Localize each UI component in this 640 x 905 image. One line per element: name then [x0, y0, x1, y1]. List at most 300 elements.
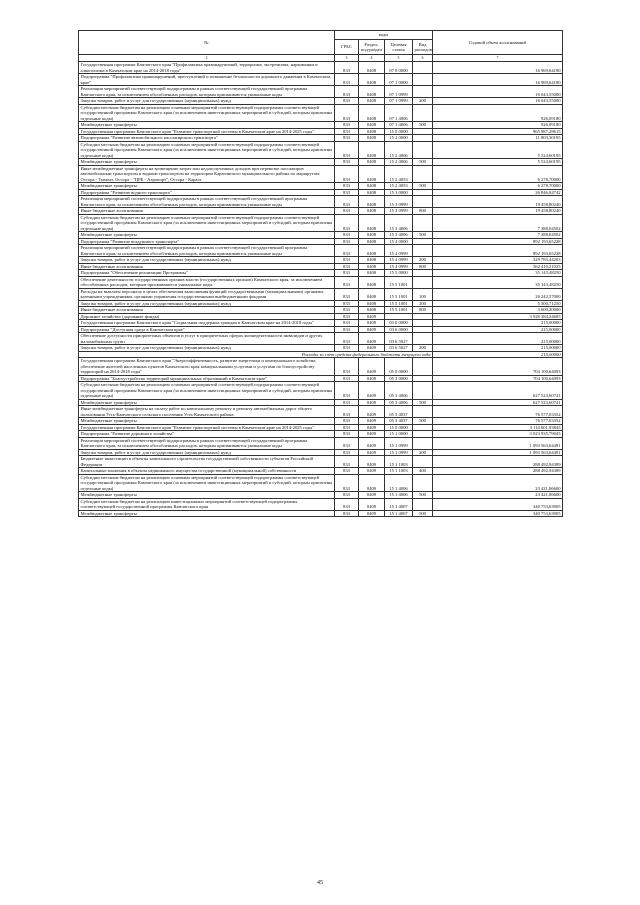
- row-razdel-code: 0408: [359, 165, 385, 183]
- row-expense-type: [413, 456, 433, 468]
- budget-table-page: [78, 30, 562, 517]
- row-target-article: 15 1 1003: [385, 468, 413, 475]
- row-name: Подпрограмма "Профилактика правонарушений, преступлений и повышение безопасности дорожного движения в Камчатском крае": [79, 74, 335, 86]
- row-grbs-code: 833: [335, 245, 359, 257]
- row-razdel-code: 0408: [359, 300, 385, 307]
- row-target-article: 15 5 1001: [385, 288, 413, 300]
- row-amount: 215,00000: [433, 333, 563, 345]
- row-target-article: 15 0 0000: [385, 128, 413, 135]
- row-name: Межбюджетные трансферты: [79, 418, 335, 425]
- row-grbs-code: 833: [335, 474, 359, 492]
- row-name: Закупка товаров, работ и услуг для государственных (муниципальных) нужд: [79, 98, 335, 105]
- header-grbs: ГРБС: [335, 40, 359, 55]
- row-target-article: 15 5 0000: [385, 270, 413, 277]
- row-grbs-code: 833: [335, 208, 359, 215]
- row-razdel-code: 0409: [359, 375, 385, 382]
- row-amount: 11 803,30195: [433, 135, 563, 142]
- row-name: Реализация мероприятий соответствующей подпрограммы в рамках соответствующей государственной программы Камчатского края, за исключением обособленных расходов, которым присваиваются уникальные коды: [79, 437, 335, 449]
- row-grbs-code: 833: [335, 135, 359, 142]
- row-amount: 340 753,63905: [433, 498, 563, 510]
- row-expense-type: 500: [413, 492, 433, 499]
- row-name: Иные межбюджетные трансферты на оплату работ по капитальному ремонту и ремонту автомобильных дорог общего пользования Усть-Камчатского сельского поселения Усть-Камчатского района: [79, 406, 335, 418]
- row-razdel-code: 0408: [359, 307, 385, 314]
- row-amount: 329 783,44203: [433, 257, 563, 264]
- page-number: 45: [317, 880, 323, 886]
- row-razdel-code: 0409: [359, 449, 385, 456]
- table-row: [79, 333, 563, 345]
- row-grbs-code: 833: [335, 492, 359, 499]
- row-target-article: 15 1 4007: [385, 510, 413, 517]
- row-razdel-code: 0409: [359, 418, 385, 425]
- row-razdel-code: 0409: [359, 313, 385, 320]
- row-name: Иные бюджетные ассигнования: [79, 263, 335, 270]
- row-razdel-code: 0408: [359, 257, 385, 264]
- row-grbs-code: 833: [335, 196, 359, 208]
- row-target-article: 15 3 4006: [385, 214, 413, 232]
- row-name: Субсидии местным бюджетам на реализацию основных мероприятий соответствующей подпрограммы соответствующей государственной программы Камчатского края (за исключением инвестиционных мероприятий и субсидий, которым присвоены отдельные коды): [79, 214, 335, 232]
- row-grbs-code: 833: [335, 320, 359, 327]
- row-razdel-code: 0408: [359, 122, 385, 129]
- row-grbs-code: 833: [335, 214, 359, 232]
- budget-table-body: [79, 62, 563, 517]
- row-name: Закупка товаров, работ и услуг для государственных (муниципальных) нужд: [79, 300, 335, 307]
- row-expense-type: [413, 86, 433, 98]
- row-target-article: 07 1 4006: [385, 122, 413, 129]
- row-name: Подпрограмма "Развитие водного транспорта": [79, 189, 335, 196]
- row-expense-type: 500: [413, 232, 433, 239]
- column-number: 5: [385, 55, 413, 62]
- row-target-article: 15 3 4006: [385, 232, 413, 239]
- row-expense-type: 400: [413, 468, 433, 475]
- row-grbs-code: 833: [335, 375, 359, 382]
- row-name: Реализация мероприятий соответствующей подпрограммы в рамках соответствующей государственной программы Камчатского края, за исключением обособленных расходов, которым присваиваются уникальные коды: [79, 86, 335, 98]
- row-amount: 16 969,64180: [433, 74, 563, 86]
- row-expense-type: 200: [413, 300, 433, 307]
- row-amount: 19 458,80240: [433, 196, 563, 208]
- row-amount: 5 524,60195: [433, 141, 563, 159]
- row-grbs-code: 833: [335, 270, 359, 277]
- row-name: Реализация мероприятий соответствующей подпрограммы в рамках соответствующей государственной программы Камчатского края, за исключением обособленных расходов, которым присваиваются уникальные коды: [79, 196, 335, 208]
- row-name: Государственная программа Камчатского края "Социальная поддержка граждан в Камчатском крае на 2014-2018 годы": [79, 320, 335, 327]
- row-grbs-code: 833: [335, 276, 359, 288]
- row-amount: 892 193,65228: [433, 245, 563, 257]
- row-grbs-code: 833: [335, 165, 359, 183]
- table-row: [79, 358, 563, 376]
- header-annual-amount: Годовой объем ассигнований: [433, 31, 563, 55]
- row-target-article: 15 1 0000: [385, 431, 413, 438]
- header-codes: коды: [335, 31, 433, 40]
- row-amount: 926,09180: [433, 122, 563, 129]
- row-target-article: 15 2 4006: [385, 141, 413, 159]
- row-razdel-code: 0408: [359, 245, 385, 257]
- row-target-article: 15 2 4053: [385, 165, 413, 183]
- row-expense-type: 800: [413, 263, 433, 270]
- row-grbs-code: 833: [335, 418, 359, 425]
- row-target-article: 15 3 0999: [385, 208, 413, 215]
- row-name: Закупка товаров, работ и услуг для государственных (муниципальных) нужд: [79, 449, 335, 456]
- row-name: Бюджетные инвестиции в объекты капитального строительства государственной собственности субъектов Российской Федерации: [79, 456, 335, 468]
- row-amount: 6 278,70000: [433, 183, 563, 190]
- row-amount: 23 421,86600: [433, 492, 563, 499]
- row-target-article: 07 1 4006: [385, 104, 413, 122]
- row-razdel-code: 0409: [359, 456, 385, 468]
- row-expense-type: 200: [413, 345, 433, 352]
- row-target-article: 15 1 1003: [385, 456, 413, 468]
- row-razdel-code: 0408: [359, 135, 385, 142]
- row-target-article: 03 6 5027: [385, 345, 413, 352]
- row-target-article: 15 3 0999: [385, 196, 413, 208]
- row-razdel-code: 0408: [359, 288, 385, 300]
- row-name: Государственная программа Камчатского края "Энергоэффективность, развитие энергетики и коммунального хозяйства, обеспечение жителей населенных пунктов Камчатского края коммунальными услугами и услугами по благоустройству территорий на 2014-2018 годы": [79, 358, 335, 376]
- row-razdel-code: 0408: [359, 238, 385, 245]
- row-razdel-code: 0408: [359, 183, 385, 190]
- row-expense-type: [413, 498, 433, 510]
- row-amount: 926,09180: [433, 104, 563, 122]
- row-target-article: 15 0 0000: [385, 424, 413, 431]
- row-name: Закупка товаров, работ и услуг для государственных (муниципальных) нужд: [79, 257, 335, 264]
- row-razdel-code: 0409: [359, 431, 385, 438]
- row-grbs-code: 833: [335, 104, 359, 122]
- row-razdel-code: 0409: [359, 399, 385, 406]
- table-row: [79, 62, 563, 74]
- row-amount: 76 577,03352: [433, 418, 563, 425]
- table-row: [79, 288, 563, 300]
- row-expense-type: [413, 358, 433, 376]
- table-row: [79, 474, 563, 492]
- row-target-article: 15 1 4006: [385, 492, 413, 499]
- row-target-article: 15 2 0000: [385, 135, 413, 142]
- header-expense-type: Вид расходов: [413, 40, 433, 55]
- row-grbs-code: 833: [335, 449, 359, 456]
- table-row: [79, 196, 563, 208]
- row-expense-type: [413, 406, 433, 418]
- row-target-article: 07 1 0999: [385, 86, 413, 98]
- row-grbs-code: 833: [335, 406, 359, 418]
- column-number: 3: [335, 55, 359, 62]
- row-name: Подпрограмма "Развитие воздушного транспорта": [79, 238, 335, 245]
- row-razdel-code: 0409: [359, 320, 385, 327]
- row-grbs-code: 833: [335, 257, 359, 264]
- row-expense-type: 500: [413, 418, 433, 425]
- table-row: [79, 214, 563, 232]
- row-expense-type: 800: [413, 307, 433, 314]
- row-name: Межбюджетные трансферты: [79, 399, 335, 406]
- row-grbs-code: 833: [335, 141, 359, 159]
- row-target-article: 03 0 0000: [385, 320, 413, 327]
- row-amount: 76 577,03352: [433, 406, 563, 418]
- row-amount: 1 093 563,64491: [433, 437, 563, 449]
- row-amount: 35 143,48250: [433, 270, 563, 277]
- row-grbs-code: 833: [335, 263, 359, 270]
- row-amount: 16 969,64180: [433, 62, 563, 74]
- row-expense-type: [413, 141, 433, 159]
- table-row: [79, 74, 563, 86]
- row-target-article: 15 4 0999: [385, 257, 413, 264]
- row-name: Межбюджетные трансферты: [79, 159, 335, 166]
- table-row: [79, 510, 563, 517]
- row-target-article: 07 0 0000: [385, 62, 413, 74]
- row-target-article: 15 1 0999: [385, 449, 413, 456]
- row-amount: 26 242,57000: [433, 288, 563, 300]
- row-grbs-code: 833: [335, 307, 359, 314]
- column-number: 6: [413, 55, 433, 62]
- row-name: Межбюджетные трансферты: [79, 122, 335, 129]
- row-amount: 215,00000: [433, 345, 563, 352]
- row-razdel-code: 0408: [359, 189, 385, 196]
- row-razdel-code: 0409: [359, 510, 385, 517]
- row-expense-type: [413, 437, 433, 449]
- table-row: [79, 456, 563, 468]
- column-number: 2: [79, 55, 335, 62]
- row-amount: 7 388,04502: [433, 232, 563, 239]
- row-amount: 1 093 563,64491: [433, 449, 563, 456]
- row-amount: 23 421,86600: [433, 474, 563, 492]
- row-name: Субсидии местным бюджетам на реализацию основных мероприятий соответствующей подпрограммы соответствующей государственной программы Камчатского края (за исключением инвестиционных мероприятий и субсидий, которым присвоены отдельные коды): [79, 141, 335, 159]
- row-name: Реализация мероприятий соответствующей подпрограммы в рамках соответствующей государственной программы Камчатского края, за исключением обособленных расходов, которым присваиваются уникальные коды: [79, 245, 335, 257]
- row-expense-type: [413, 333, 433, 345]
- row-target-article: 15 5 1001: [385, 300, 413, 307]
- row-expense-type: [413, 382, 433, 400]
- row-amount: 3 928 384,24605: [433, 313, 563, 320]
- budget-table: [78, 30, 563, 517]
- row-target-article: 15 1 4007: [385, 498, 413, 510]
- row-name: Иные бюджетные ассигнования: [79, 208, 335, 215]
- row-target-article: 15 5 1001: [385, 307, 413, 314]
- column-number: 4: [359, 55, 385, 62]
- row-razdel-code: 0409: [359, 333, 385, 345]
- row-name: Межбюджетные трансферты: [79, 510, 335, 517]
- row-razdel-code: 0408: [359, 86, 385, 98]
- row-amount: 627 523,60741: [433, 382, 563, 400]
- header-target-article: Целевая статья: [385, 40, 413, 55]
- row-razdel-code: 0408: [359, 62, 385, 74]
- row-amount: 288 492,94389: [433, 456, 563, 468]
- row-expense-type: 500: [413, 159, 433, 166]
- row-razdel-code: 0408: [359, 98, 385, 105]
- row-expense-type: [413, 196, 433, 208]
- row-grbs-code: 833: [335, 498, 359, 510]
- row-target-article: 15 1 4006: [385, 474, 413, 492]
- row-target-article: 05 3 4006: [385, 399, 413, 406]
- row-name: Иные межбюджетные трансферты на возмещение затрат или недополученных доходов при перевозке пассажиров автомобильным транспортом и водным транспортом на территории Карагинского муниципального района по маршрутам: Оссора - Тымлат, Оссора - "ЦРБ - Аэропорт", Оссора - Карага: [79, 165, 335, 183]
- row-expense-type: 200: [413, 449, 433, 456]
- table-row: [79, 437, 563, 449]
- row-expense-type: 500: [413, 510, 433, 517]
- row-target-article: 15 1 0999: [385, 437, 413, 449]
- row-target-article: 05 3 4006: [385, 382, 413, 400]
- row-grbs-code: 833: [335, 183, 359, 190]
- row-amount: 215,00000: [433, 326, 563, 333]
- row-name: Капитальные вложения в объекты недвижимого имущества государственной (муниципальной) собственности: [79, 468, 335, 475]
- row-expense-type: 200: [413, 98, 433, 105]
- row-target-article: 03 6 0000: [385, 326, 413, 333]
- row-grbs-code: 833: [335, 86, 359, 98]
- note-text: Расходы за счет средств федерального бюджета текущего года: [79, 351, 433, 358]
- row-expense-type: [413, 62, 433, 74]
- row-razdel-code: 0408: [359, 263, 385, 270]
- row-grbs-code: 833: [335, 74, 359, 86]
- row-expense-type: 800: [413, 208, 433, 215]
- row-razdel-code: 0409: [359, 424, 385, 431]
- row-razdel-code: 0408: [359, 270, 385, 277]
- row-grbs-code: 833: [335, 313, 359, 320]
- row-grbs-code: 833: [335, 382, 359, 400]
- row-grbs-code: 833: [335, 300, 359, 307]
- row-amount: 35 143,48250: [433, 276, 563, 288]
- row-grbs-code: 833: [335, 468, 359, 475]
- table-row: [79, 245, 563, 257]
- row-target-article: 15 4 0999: [385, 263, 413, 270]
- row-amount: 5 524,60195: [433, 159, 563, 166]
- row-target-article: 05 3 4037: [385, 418, 413, 425]
- row-razdel-code: 0408: [359, 159, 385, 166]
- row-amount: 19 458,80240: [433, 208, 563, 215]
- row-expense-type: 500: [413, 183, 433, 190]
- row-name: Межбюджетные трансферты: [79, 232, 335, 239]
- row-expense-type: [413, 74, 433, 86]
- row-name: Подпрограмма "Обеспечение реализации Программы": [79, 270, 335, 277]
- column-number: 7: [433, 55, 563, 62]
- row-razdel-code: 0408: [359, 74, 385, 86]
- row-razdel-code: 0409: [359, 498, 385, 510]
- row-target-article: 15 2 4053: [385, 183, 413, 190]
- row-target-article: 05 3 0000: [385, 375, 413, 382]
- table-row: [79, 165, 563, 183]
- row-razdel-code: 0409: [359, 406, 385, 418]
- row-razdel-code: 0409: [359, 358, 385, 376]
- row-razdel-code: 0409: [359, 345, 385, 352]
- row-grbs-code: 833: [335, 333, 359, 345]
- row-target-article: 03 6 5027: [385, 333, 413, 345]
- row-name: Закупка товаров, работ и услуг для государственных (муниципальных) нужд: [79, 345, 335, 352]
- row-name: Расходы на выплаты персоналу в целях обеспечения выполнения функций государственными (муниципальными) органами, казенными учреждениями, органами управления государственными внебюджетными фондами: [79, 288, 335, 300]
- row-name: Подпрограмма "Развитие автомобильного пассажирского транспорта": [79, 135, 335, 142]
- row-amount: 16 043,55000: [433, 98, 563, 105]
- row-expense-type: [413, 245, 433, 257]
- row-name: Субсидии местным бюджетам на реализацию инвестиционных мероприятий соответствующей подпрограммы соответствующей государственной программы Камчатского края: [79, 498, 335, 510]
- row-grbs-code: 833: [335, 431, 359, 438]
- row-expense-type: [413, 276, 433, 288]
- row-grbs-code: 833: [335, 399, 359, 406]
- row-razdel-code: 0408: [359, 214, 385, 232]
- row-amount: 965 987,28615: [433, 128, 563, 135]
- row-grbs-code: 833: [335, 159, 359, 166]
- row-expense-type: [413, 214, 433, 232]
- row-name: Подпрограмма "Благоустройство территорий муниципальных образований в Камчатском крае": [79, 375, 335, 382]
- row-grbs-code: 833: [335, 510, 359, 517]
- row-amount: 340 753,63905: [433, 510, 563, 517]
- header-number: №: [79, 31, 335, 55]
- row-amount: 215,00000: [433, 320, 563, 327]
- row-grbs-code: 833: [335, 437, 359, 449]
- row-razdel-code: 0408: [359, 276, 385, 288]
- table-row: [79, 382, 563, 400]
- row-grbs-code: 833: [335, 288, 359, 300]
- row-target-article: 05 3 4037: [385, 406, 413, 418]
- table-row: [79, 104, 563, 122]
- row-name: Обеспечение доступности приоритетных объектов и услуг в приоритетных сферах жизнедеятельности инвалидов и других маломобильных групп: [79, 333, 335, 345]
- table-row: [79, 406, 563, 418]
- row-amount: 5 300,71250: [433, 300, 563, 307]
- row-amount: 3 023 935,79045: [433, 431, 563, 438]
- row-amount: 26 846,84742: [433, 189, 563, 196]
- row-razdel-code: 0408: [359, 128, 385, 135]
- row-name: Обеспечение деятельности государственных органов власти (государственных органов) Камчатского края, за исключением обособленных расходов, которым присваиваются уникальные коды: [79, 276, 335, 288]
- row-grbs-code: 833: [335, 424, 359, 431]
- row-target-article: 15 2 4006: [385, 159, 413, 166]
- table-row: [79, 86, 563, 98]
- row-amount: 288 492,94389: [433, 468, 563, 475]
- row-grbs-code: 833: [335, 358, 359, 376]
- row-name: Подпрограмма "Развитие дорожного хозяйства": [79, 431, 335, 438]
- row-target-article: 15 5 1001: [385, 276, 413, 288]
- row-grbs-code: 833: [335, 326, 359, 333]
- row-grbs-code: 833: [335, 232, 359, 239]
- row-amount: 7 388,04502: [433, 214, 563, 232]
- row-expense-type: [413, 474, 433, 492]
- row-razdel-code: 0408: [359, 104, 385, 122]
- header-razdel: Раздел, под-раздел: [359, 40, 385, 55]
- row-target-article: 15 4 0000: [385, 238, 413, 245]
- row-razdel-code: 0408: [359, 196, 385, 208]
- table-row: [79, 141, 563, 159]
- row-target-article: 15 4 0999: [385, 245, 413, 257]
- row-grbs-code: 833: [335, 189, 359, 196]
- row-name: Межбюджетные трансферты: [79, 183, 335, 190]
- row-expense-type: 500: [413, 122, 433, 129]
- row-grbs-code: 833: [335, 122, 359, 129]
- row-razdel-code: 0408: [359, 141, 385, 159]
- row-razdel-code: 0408: [359, 208, 385, 215]
- row-razdel-code: 0409: [359, 382, 385, 400]
- row-grbs-code: 833: [335, 345, 359, 352]
- table-row: [79, 276, 563, 288]
- row-expense-type: [413, 104, 433, 122]
- row-grbs-code: 833: [335, 238, 359, 245]
- note-amount: 215,00000: [433, 351, 563, 358]
- row-amount: 704 100,64093: [433, 375, 563, 382]
- row-razdel-code: 0409: [359, 437, 385, 449]
- row-grbs-code: 833: [335, 98, 359, 105]
- row-razdel-code: 0409: [359, 468, 385, 475]
- row-name: Межбюджетные трансферты: [79, 492, 335, 499]
- row-amount: 3 600,20000: [433, 307, 563, 314]
- table-row: [79, 498, 563, 510]
- row-grbs-code: 833: [335, 128, 359, 135]
- row-name: Субсидии местным бюджетам на реализацию основных мероприятий соответствующей подпрограммы соответствующей государственной программы Камчатского края (за исключением инвестиционных мероприятий и субсидий, которым присвоены отдельные коды): [79, 104, 335, 122]
- row-target-article: 05 0 0000: [385, 358, 413, 376]
- row-grbs-code: 833: [335, 456, 359, 468]
- row-name: Подпрограмма "Доступная среда в Камчатском крае": [79, 326, 335, 333]
- row-target-article: 07 1 0999: [385, 98, 413, 105]
- row-name: Государственная программа Камчатского края "Профилактика правонарушений, терроризма, экстремизма, наркомании и алкоголизма в Камчатском крае на 2014-2018 годы": [79, 62, 335, 74]
- row-amount: 704 100,64093: [433, 358, 563, 376]
- row-name: Иные бюджетные ассигнования: [79, 307, 335, 314]
- row-name: Субсидии местным бюджетам на реализацию основных мероприятий соответствующей подпрограммы соответствующей государственной программы Камчатского края (за исключением инвестиционных мероприятий и субсидий, которым присвоены отдельные коды): [79, 382, 335, 400]
- row-razdel-code: 0408: [359, 232, 385, 239]
- row-expense-type: 100: [413, 288, 433, 300]
- row-razdel-code: 0409: [359, 474, 385, 492]
- row-amount: 16 043,55000: [433, 86, 563, 98]
- row-expense-type: [413, 165, 433, 183]
- row-amount: 6 278,70000: [433, 165, 563, 183]
- row-expense-type: 500: [413, 399, 433, 406]
- row-name: Дорожное хозяйство (дорожные фонды): [79, 313, 335, 320]
- row-amount: 562 410,21025: [433, 263, 563, 270]
- row-name: Субсидии местным бюджетам на реализацию основных мероприятий соответствующей подпрограммы соответствующей государственной программы Камчатского края (за исключением инвестиционных мероприятий и субсидий, которым присвоены отдельные коды): [79, 474, 335, 492]
- row-target-article: 15 3 0000: [385, 189, 413, 196]
- row-amount: 892 193,65228: [433, 238, 563, 245]
